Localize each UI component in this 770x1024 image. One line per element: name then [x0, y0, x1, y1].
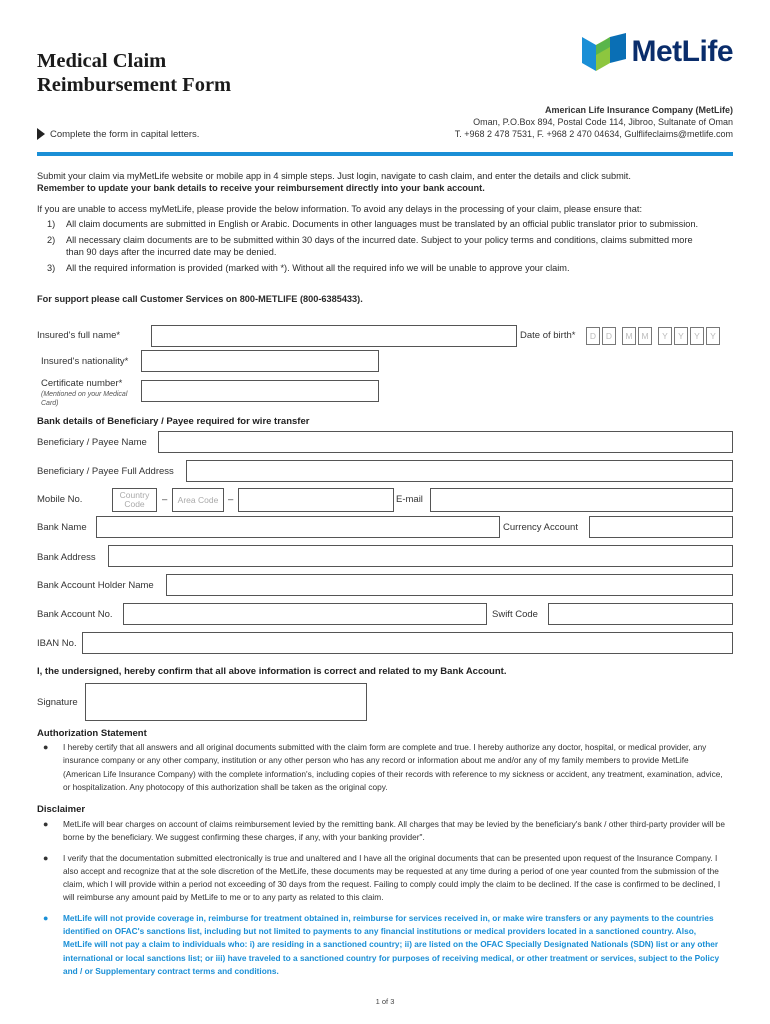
payee-address-input[interactable]	[186, 460, 733, 482]
account-no-input[interactable]	[123, 603, 487, 625]
list-item: ● I verify that the documentation submitted electronically is true and unaltered and I have all the original documents that can be presented upon request of the Insurance Company. I also accept and recognize that at the sole discretion of the MetLife, these documents may be requested at any time during a period of one year counted from the submission of the claim, which I will provide within a period not exceeding of 30 days from the request. Failing to comply could imply the claim to be declined. If the case is confirmed to be declined, I will reimburse any amount paid by MetLife to me or to any party as related to this claim.	[43, 852, 721, 903]
swift-label: Swift Code	[492, 609, 538, 620]
payee-name-label: Beneficiary / Payee Name	[37, 437, 147, 448]
account-no-label: Bank Account No.	[37, 609, 113, 620]
instruction-text: Complete the form in capital letters.	[50, 128, 200, 140]
list-item: 3) All the required information is provided (marked with *). Without all the required info we will be unable to approve your claim.	[47, 263, 570, 273]
metlife-logo	[582, 33, 734, 71]
dob-year-box[interactable]: Y	[674, 327, 688, 345]
metlife-logo-icon	[582, 33, 626, 71]
payee-name-input[interactable]	[158, 431, 733, 453]
certificate-label: Certificate number*	[41, 378, 123, 389]
holder-label: Bank Account Holder Name	[37, 580, 154, 591]
phone-number-input[interactable]	[238, 488, 394, 512]
dob-year-box[interactable]: Y	[706, 327, 720, 345]
list-item: ● MetLife will not provide coverage in, reimburse for treatment obtained in, reimburse for services received in, or make wire transfers or any payments to the countries identified on OFAC's sanctions list, including but not limited to payments to any financial institutions or medical providers located in a sanctioned country. Also, MetLife will not pay a claim to individuals who: i) are residing in a sanctioned country; ii) are listed on the OFAC Specially Designated Nationals (SDN) list or any other international or local sanctions list; or iii) have traveled to a sanctioned country for purposes of receiving medical, or other treatment or services, subject to the Policy and / or Supplementary contract terms and conditions.	[43, 912, 720, 976]
insured-name-label: Insured's full name*	[37, 330, 121, 341]
email-label: E-mail	[396, 494, 423, 505]
payee-address-label: Beneficiary / Payee Full Address	[37, 466, 174, 477]
instruction	[37, 128, 199, 140]
metlife-wordmark: MetLife	[631, 35, 733, 68]
header-divider	[37, 152, 733, 156]
nationality-input[interactable]	[141, 350, 379, 372]
mobile-label: Mobile No.	[37, 494, 83, 505]
email-input[interactable]	[430, 488, 733, 512]
area-code-input[interactable]: Area Code	[172, 488, 224, 512]
form-title-line2: Reimbursement Form	[37, 74, 232, 96]
swift-input[interactable]	[548, 603, 733, 625]
arrow-right-icon	[37, 128, 45, 140]
requirements-list	[37, 218, 707, 278]
list-item: ● I hereby certify that all answers and all original documents submitted with the claim form are complete and true. I hereby authorize any doctor, hospital, or medical provider, any insurance company or any other company, institution or any other person who has any record or information about me and/or any of my family members to provide MetLife (American Life Insurance Company) with the complete information's, including copies of their records with reference to my sickness or accident, any treatment, examination, advice, or hospitalization. Any photocopy of this authorization shall be taken as the original copy.	[43, 742, 723, 792]
bank-address-input[interactable]	[108, 545, 733, 567]
dob-day-box[interactable]: D	[586, 327, 600, 345]
form-title	[37, 49, 231, 97]
list-item: ● MetLife will bear charges on account of claims reimbursement levied by the remitting bank. All charges that may be levied by the beneficiary's bank / other third-party provider will be borne by the beneficiary. We suggest confirming these charges, if any, with your banking provider".	[43, 819, 725, 843]
dash-separator: –	[228, 494, 234, 505]
insured-name-input[interactable]	[151, 325, 517, 347]
form-title-line1: Medical Claim	[37, 50, 167, 72]
authorization-list	[37, 741, 727, 801]
intro-line3: If you are unable to access myMetLife, please provide the below information. To avoid any delays in the processing of your claim, please ensure that:	[37, 204, 643, 214]
bank-section-heading: Bank details of Beneficiary / Payee required for wire transfer	[37, 416, 310, 427]
list-item: 1) All claim documents are submitted in English or Arabic. Documents in other languages must be translated by an official public translator prior to submission.	[47, 219, 699, 229]
dob-month-box[interactable]: M	[622, 327, 636, 345]
certificate-note: (Mentioned on your Medical Card)	[41, 391, 128, 407]
authorization-heading: Authorization Statement	[37, 728, 147, 739]
company-info	[455, 104, 733, 140]
intro-line1: Submit your claim via myMetLife website or mobile app in 4 simple steps. Just login, navigate to cash claim, and enter the details and click submit.	[37, 171, 631, 181]
dash-separator: –	[162, 494, 168, 505]
company-name: American Life Insurance Company (MetLife)	[544, 105, 733, 115]
company-contact: T. +968 2 478 7531, F. +968 2 470 04634, Gulflifeclaims@metlife.com	[454, 129, 733, 139]
bank-name-label: Bank Name	[37, 522, 87, 533]
dob-month-box[interactable]: M	[638, 327, 652, 345]
dob-day-box[interactable]: D	[602, 327, 616, 345]
dob-label: Date of birth*	[520, 330, 576, 341]
bank-address-label: Bank Address	[37, 552, 96, 563]
list-item: 2) All necessary claim documents are to be submitted within 30 days of the incurred date. Subject to your policy terms and conditions, claims submitted more than 90 days after the incurred date may be denied.	[47, 235, 693, 257]
bank-name-input[interactable]	[96, 516, 500, 538]
page-number: 1 of 3	[375, 997, 395, 1006]
disclaimer-heading: Disclaimer	[37, 804, 86, 815]
dob-input[interactable]	[586, 327, 720, 345]
disclaimer-list	[37, 818, 727, 985]
country-code-input[interactable]: Country Code	[112, 488, 157, 512]
company-address: Oman, P.O.Box 894, Postal Code 114, Jibroo, Sultanate of Oman	[473, 117, 733, 127]
currency-input[interactable]	[589, 516, 733, 538]
intro-line2: Remember to update your bank details to receive your reimbursement directly into your bank account.	[37, 183, 485, 193]
iban-label: IBAN No.	[37, 638, 77, 649]
signature-field[interactable]	[85, 683, 367, 721]
holder-input[interactable]	[166, 574, 733, 596]
dob-year-box[interactable]: Y	[658, 327, 672, 345]
iban-input[interactable]	[82, 632, 733, 654]
certificate-input[interactable]	[141, 380, 379, 402]
confirmation-text: I, the undersigned, hereby confirm that all above information is correct and related to my Bank Account.	[37, 666, 507, 677]
currency-label: Currency Account	[503, 522, 578, 533]
dob-year-box[interactable]: Y	[690, 327, 704, 345]
signature-label: Signature	[37, 697, 78, 708]
nationality-label: Insured's nationality*	[41, 356, 129, 367]
support-line: For support please call Customer Services on 800-METLIFE (800-6385433).	[37, 294, 363, 304]
